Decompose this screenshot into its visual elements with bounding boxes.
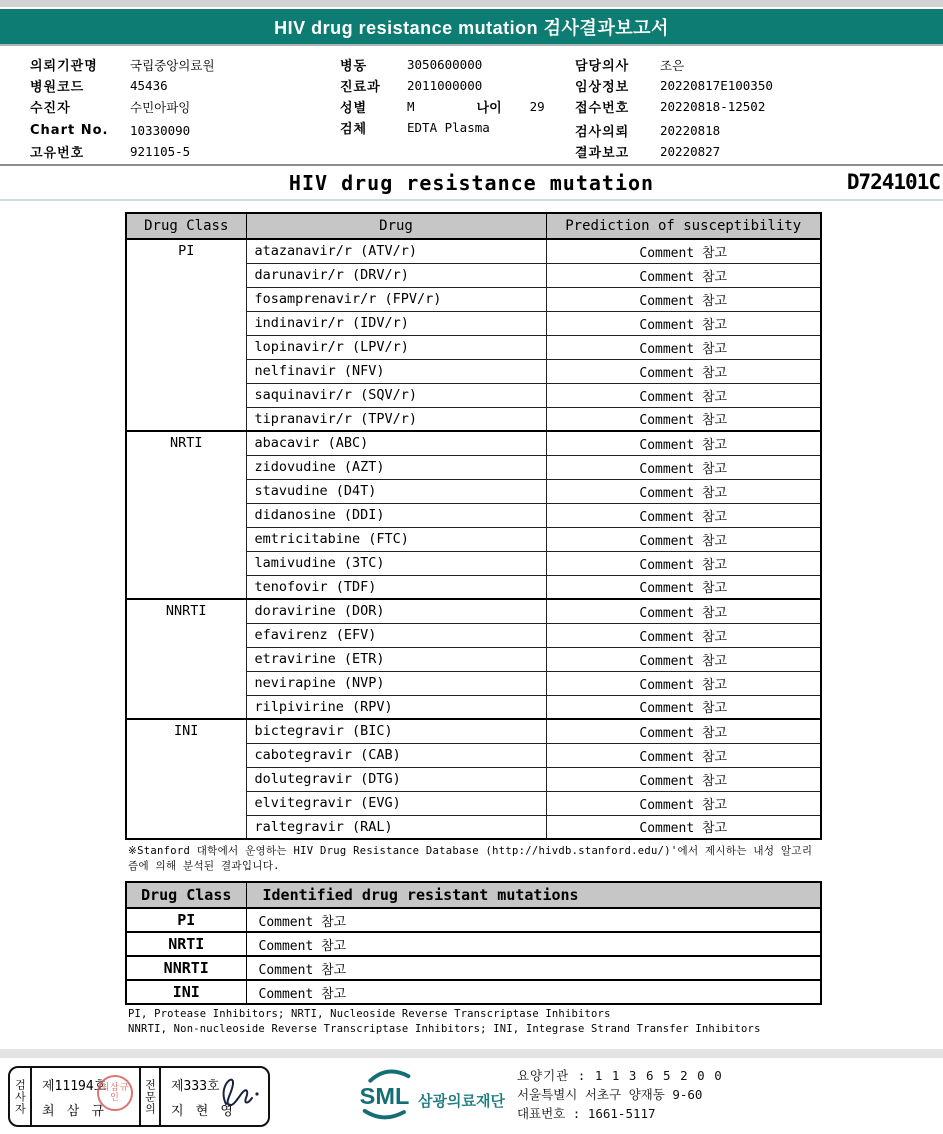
info-row (340, 75, 545, 96)
prediction-cell: Comment 참고 (546, 815, 821, 839)
drug-class-cell: PI (126, 908, 246, 932)
header-drug: Drug (246, 213, 546, 239)
patient-info-middle (340, 54, 545, 138)
info-label: 결과보고 (575, 146, 630, 161)
lab-contact-info (517, 1066, 723, 1123)
info-row (575, 75, 773, 96)
drug-name-cell: tipranavir/r (TPV/r) (246, 407, 546, 431)
info-label: 검체 (340, 122, 368, 137)
mutation-value-cell: Comment 참고 (246, 980, 821, 1004)
prediction-cell: Comment 참고 (546, 623, 821, 647)
drug-name-cell: raltegravir (RAL) (246, 815, 546, 839)
drug-name-cell: fosamprenavir/r (FPV/r) (246, 287, 546, 311)
info-row (30, 75, 215, 96)
drug-name-cell: darunavir/r (DRV/r) (246, 263, 546, 287)
prediction-cell: Comment 참고 (546, 263, 821, 287)
examiner-license-no: 제11194호 (42, 1079, 107, 1094)
drug-name-cell: efavirenz (EFV) (246, 623, 546, 647)
info-value: 921105-5 (130, 144, 191, 159)
info-row (30, 96, 215, 117)
patient-info-right (575, 54, 773, 162)
info-value: 20220818 (660, 123, 721, 138)
info-value: EDTA Plasma (407, 120, 490, 135)
specialist-name: 지 현 영 (171, 1104, 237, 1119)
info-value: 20220818-12502 (660, 99, 766, 114)
drug-row (126, 719, 821, 743)
mutation-value-cell: Comment 참고 (246, 932, 821, 956)
footer-band (0, 1049, 943, 1058)
header-prediction: Prediction of susceptibility (546, 213, 821, 239)
drug-table-header-row (126, 213, 821, 239)
prediction-cell: Comment 참고 (546, 695, 821, 719)
info-row (340, 54, 545, 75)
svg-text:SML: SML (359, 1083, 410, 1110)
drug-class-cell: NNRTI (126, 599, 246, 719)
report-title: HIV drug resistance mutation 검사결과보고서 (274, 17, 669, 38)
section-title: HIV drug resistance mutation (288, 171, 655, 195)
drug-class-cell: INI (126, 980, 246, 1004)
info-row (30, 54, 215, 75)
lab-phone: 대표번호 : 1661-5117 (516, 1105, 656, 1121)
drug-table-body (126, 239, 821, 839)
mutation-row (126, 956, 821, 980)
info-label: 의뢰기관명 (30, 59, 98, 74)
drug-name-cell: cabotegravir (CAB) (246, 743, 546, 767)
info-label: Chart No. (30, 123, 109, 138)
specialist-cell (161, 1068, 268, 1125)
info-row (575, 54, 773, 75)
prediction-cell: Comment 참고 (546, 551, 821, 575)
drug-row (126, 599, 821, 623)
prediction-cell: Comment 참고 (546, 239, 821, 263)
drug-name-cell: indinavir/r (IDV/r) (246, 311, 546, 335)
sml-logo-icon (358, 1063, 414, 1123)
care-institution-no: 요양기관 : 1 1 3 6 5 2 0 0 (516, 1067, 723, 1083)
prediction-cell: Comment 참고 (546, 599, 821, 623)
info-row (340, 117, 545, 138)
info-value: 2011000000 (407, 78, 483, 93)
drug-name-cell: stavudine (D4T) (246, 479, 546, 503)
mutations-table-header-row (126, 882, 821, 908)
info-label: 나이 (476, 101, 502, 116)
info-row (30, 141, 215, 162)
info-label: 병동 (340, 59, 368, 74)
drug-class-cell: NNRTI (126, 956, 246, 980)
header-drug-class: Drug Class (126, 882, 246, 908)
mutation-row (126, 908, 821, 932)
info-label: 담당의사 (575, 59, 630, 74)
examiner-name: 최 삼 규 (42, 1104, 108, 1119)
prediction-cell: Comment 참고 (546, 575, 821, 599)
stanford-footnote: ※Stanford 대학에서 운영하는 HIV Drug Resistance Database (http://hivdb.stanford.edu/)'에서 제시하는 내성 알고리즘에 의해 분석된 결과입니다. (128, 845, 813, 872)
info-label: 고유번호 (30, 146, 85, 161)
info-value: 45436 (130, 78, 168, 93)
drug-name-cell: zidovudine (AZT) (246, 455, 546, 479)
drug-name-cell: lamivudine (3TC) (246, 551, 546, 575)
info-row (575, 96, 773, 117)
mutation-row (126, 932, 821, 956)
drug-name-cell: etravirine (ETR) (246, 647, 546, 671)
prediction-cell: Comment 참고 (546, 527, 821, 551)
abbreviation-note-2: NNRTI, Non-nucleoside Reverse Transcriptase Inhibitors; INI, Integrase Strand Transfer Inhibitors (128, 1023, 761, 1035)
drug-name-cell: emtricitabine (FTC) (246, 527, 546, 551)
drug-name-cell: lopinavir/r (LPV/r) (246, 335, 546, 359)
drug-class-cell: NRTI (126, 431, 246, 599)
signature-box (8, 1066, 270, 1127)
mutations-table-body (126, 908, 821, 1004)
prediction-cell: Comment 참고 (546, 287, 821, 311)
info-row (575, 120, 773, 141)
prediction-cell: Comment 참고 (546, 671, 821, 695)
prediction-cell: Comment 참고 (546, 359, 821, 383)
header-identified-mutations: Identified drug resistant mutations (246, 882, 821, 908)
prediction-cell: Comment 참고 (546, 743, 821, 767)
prediction-cell: Comment 참고 (546, 431, 821, 455)
title-banner (0, 9, 943, 46)
patient-info-left (30, 54, 215, 162)
examiner-cell (32, 1068, 139, 1125)
lab-footer (358, 1063, 723, 1123)
examiner-role-label: 검사자 (10, 1068, 32, 1125)
drug-name-cell: rilpivirine (RPV) (246, 695, 546, 719)
top-strip (0, 0, 943, 7)
drug-name-cell: tenofovir (TDF) (246, 575, 546, 599)
info-label: 진료과 (340, 80, 381, 95)
prediction-cell: Comment 참고 (546, 719, 821, 743)
drug-row (126, 239, 821, 263)
prediction-cell: Comment 참고 (546, 647, 821, 671)
info-label: 임상정보 (575, 80, 630, 95)
drug-name-cell: bictegravir (BIC) (246, 719, 546, 743)
info-value: M (407, 99, 415, 114)
abbreviation-note-1: PI, Protease Inhibitors; NRTI, Nucleoside Reverse Transcriptase Inhibitors (128, 1008, 611, 1020)
test-code: D724101C (846, 170, 940, 194)
prediction-cell: Comment 참고 (546, 767, 821, 791)
info-value: 29 (529, 99, 545, 114)
info-label: 검사의뢰 (575, 125, 630, 140)
drug-row (126, 431, 821, 455)
drug-name-cell: elvitegravir (EVG) (246, 791, 546, 815)
prediction-cell: Comment 참고 (546, 479, 821, 503)
prediction-cell: Comment 참고 (546, 455, 821, 479)
info-value: 20220827 (660, 144, 721, 159)
drug-name-cell: dolutegravir (DTG) (246, 767, 546, 791)
prediction-cell: Comment 참고 (546, 791, 821, 815)
info-value: 국립중앙의료원 (130, 57, 215, 73)
drug-class-cell: INI (126, 719, 246, 839)
drug-name-cell: nelfinavir (NFV) (246, 359, 546, 383)
specialist-license-no: 제333호 (171, 1079, 220, 1094)
info-value: 3050600000 (407, 57, 483, 72)
drug-name-cell: nevirapine (NVP) (246, 671, 546, 695)
divider-gray (0, 164, 943, 166)
drug-susceptibility-table (125, 212, 822, 840)
drug-name-cell: didanosine (DDI) (246, 503, 546, 527)
header-drug-class: Drug Class (126, 213, 246, 239)
drug-name-cell: atazanavir/r (ATV/r) (246, 239, 546, 263)
info-row (340, 96, 545, 117)
info-value: 조은 (660, 57, 685, 73)
info-value: 10330090 (130, 123, 191, 138)
info-label: 수진자 (30, 101, 71, 116)
lab-organization-name: 삼광의료재단 (418, 1091, 505, 1110)
info-value: 20220817E100350 (660, 78, 773, 93)
drug-name-cell: doravirine (DOR) (246, 599, 546, 623)
prediction-cell: Comment 참고 (546, 335, 821, 359)
prediction-cell: Comment 참고 (546, 383, 821, 407)
info-row (575, 141, 773, 162)
specialist-role-label: 전문의 (139, 1068, 161, 1125)
examiner-seal-stamp: 최삼규인 (97, 1075, 133, 1111)
info-label: 접수번호 (575, 101, 630, 116)
lab-address: 서울특별시 서초구 양재동 9-60 (516, 1086, 703, 1102)
mutation-value-cell: Comment 참고 (246, 956, 821, 980)
drug-class-cell: NRTI (126, 932, 246, 956)
specialist-signature-icon (216, 1072, 266, 1116)
drug-name-cell: abacavir (ABC) (246, 431, 546, 455)
prediction-cell: Comment 참고 (546, 503, 821, 527)
info-value: 수민아파잉 (130, 99, 191, 115)
resistant-mutations-table (125, 881, 822, 1005)
drug-class-cell: PI (126, 239, 246, 431)
mutation-value-cell: Comment 참고 (246, 908, 821, 932)
info-row (30, 120, 215, 141)
info-label: 성별 (340, 101, 368, 116)
drug-name-cell: saquinavir/r (SQV/r) (246, 383, 546, 407)
mutation-row (126, 980, 821, 1004)
divider-slate (0, 199, 943, 201)
prediction-cell: Comment 참고 (546, 311, 821, 335)
prediction-cell: Comment 참고 (546, 407, 821, 431)
info-label: 병원코드 (30, 80, 85, 95)
